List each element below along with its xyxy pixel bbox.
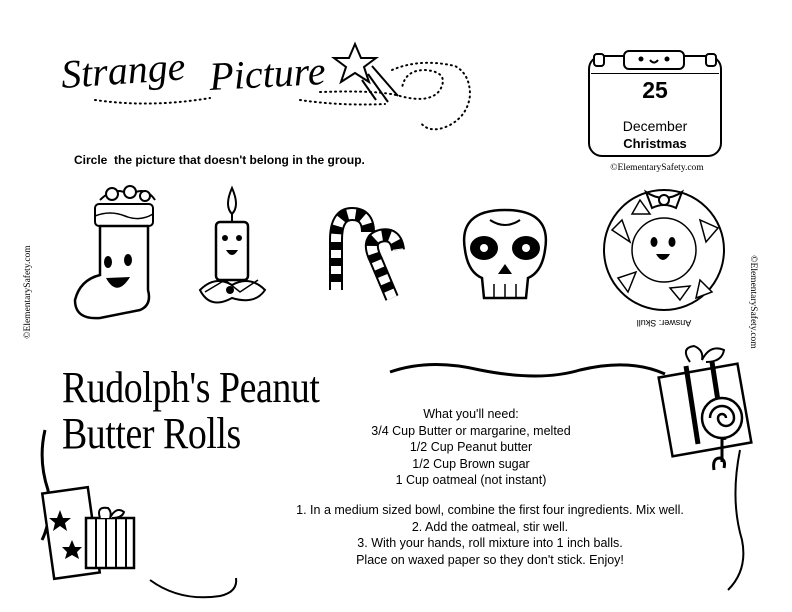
calendar-face-icon [588, 44, 722, 74]
calendar-month: December [622, 118, 688, 134]
candle-icon[interactable] [200, 188, 265, 303]
title-word-strange: Strange [59, 43, 187, 97]
recipe-title-line1: Rudolph's Peanut [62, 363, 320, 412]
title-word-picture: Picture [208, 47, 327, 99]
ingredient-item: 1 Cup oatmeal (not instant) [395, 473, 547, 487]
calendar-copyright: ©ElementarySafety.com [610, 163, 704, 173]
ingredients-block [356, 406, 586, 489]
side-copyright-right: ©ElementarySafety.com [748, 255, 758, 349]
recipe-title-line2: Butter Rolls [62, 409, 241, 458]
gift-box-right-icon [659, 346, 752, 456]
step-item: 2. Add the oatmeal, stir well. [411, 519, 569, 534]
calendar-day: 25 [642, 77, 668, 103]
instruction-text: Circle the picture that doesn't belong in the group. [74, 153, 365, 167]
needs-heading: What you'll need: [423, 407, 519, 421]
shooting-star-icon [334, 44, 398, 102]
step-item: 3. With your hands, roll mixture into 1 inch balls. [357, 536, 623, 550]
candy-cane-icon[interactable] [336, 214, 398, 298]
skull-icon[interactable] [464, 210, 546, 298]
gift-boxes-left-icon [42, 487, 134, 579]
step-item: Place on waxed paper so they don't stick. Enjoy! [356, 552, 624, 567]
ingredient-item: 3/4 Cup Butter or margarine, melted [371, 423, 571, 438]
ingredient-item: 1/2 Cup Brown sugar [412, 456, 530, 471]
step-item: 1. In a medium sized bowl, combine the first four ingredients. Mix well. [296, 503, 684, 517]
answer-text: Answer: Skull [636, 318, 692, 328]
pictures-row [0, 180, 792, 330]
side-copyright-left: ©ElementarySafety.com [23, 245, 33, 339]
calendar-holiday: Christmas [623, 136, 687, 151]
steps-block [240, 502, 740, 568]
ingredient-item: 1/2 Cup Peanut butter [409, 440, 533, 454]
stocking-icon[interactable] [75, 186, 155, 318]
wreath-icon[interactable] [604, 190, 724, 310]
